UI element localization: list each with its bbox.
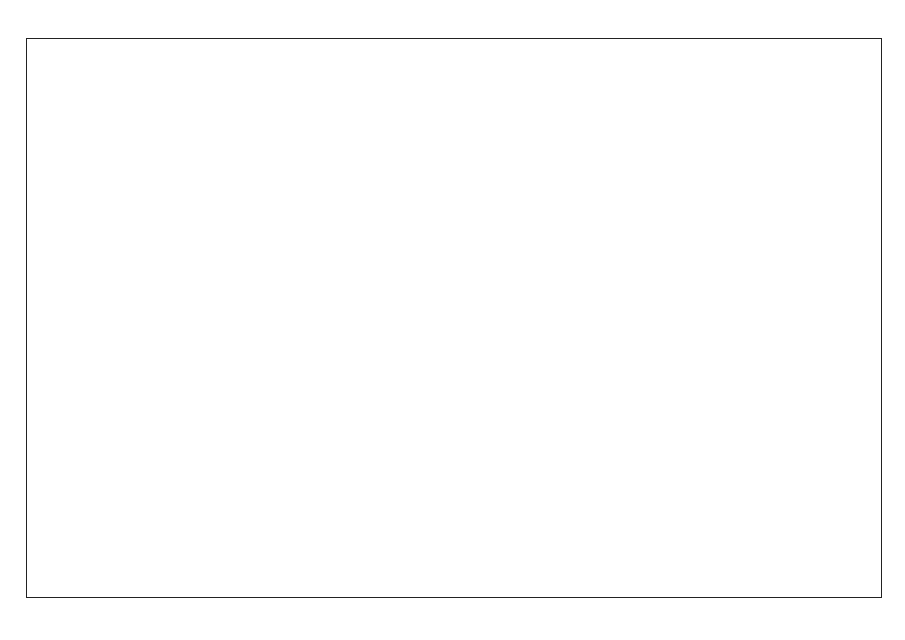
- document-table: [26, 38, 882, 598]
